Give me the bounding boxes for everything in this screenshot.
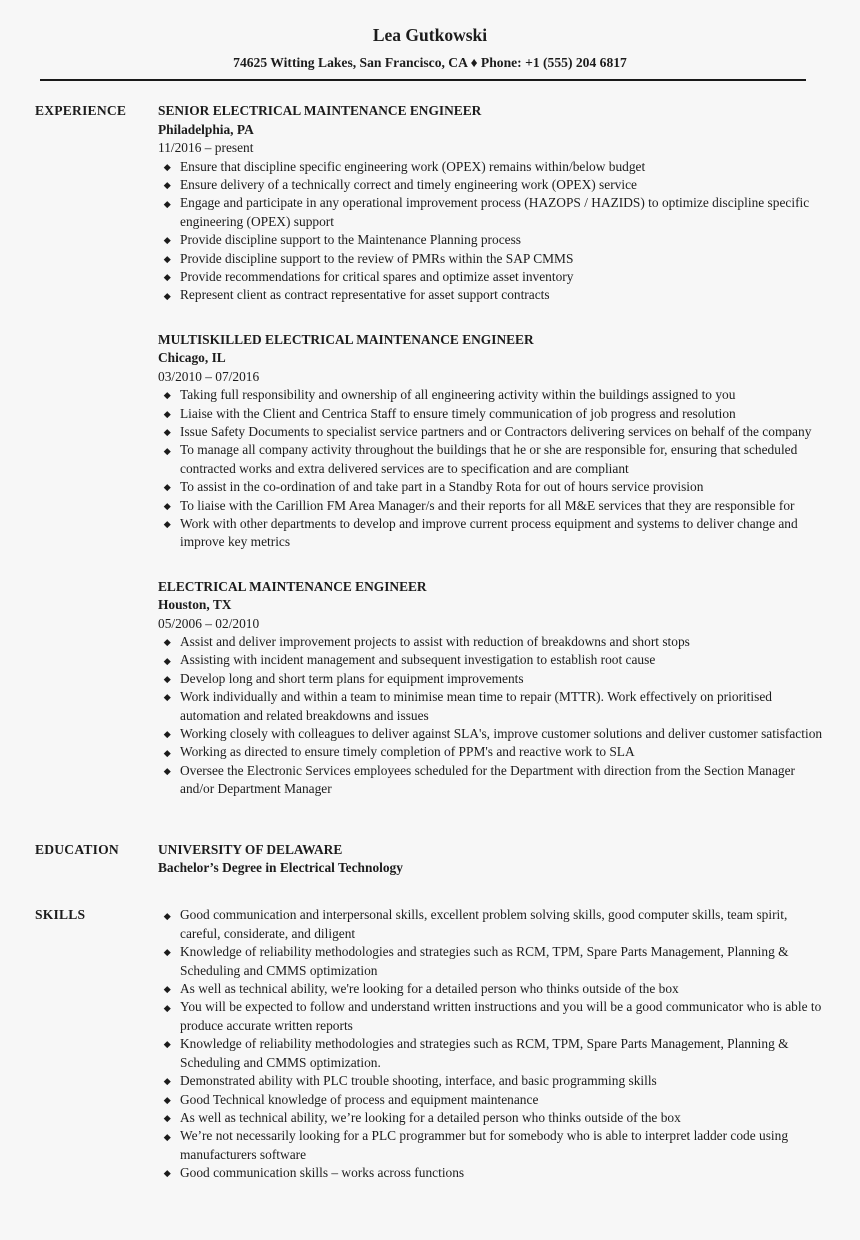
- bullet-item: Knowledge of reliability methodologies and strategies such as RCM, TPM, Spare Parts Management, Planning & Scheduling and CMMS optimization.: [158, 1035, 824, 1072]
- degree-name: Bachelor’s Degree in Electrical Technology: [158, 860, 403, 876]
- school-name: UNIVERSITY OF DELAWARE: [158, 841, 343, 857]
- section-skills: [35, 906, 824, 1182]
- bullet-item: Assist and deliver improvement projects to assist with reduction of breakdowns and short stops: [158, 633, 824, 651]
- job-location: Houston, TX: [158, 597, 232, 613]
- bullet-item: Demonstrated ability with PLC trouble shooting, interface, and basic programming skills: [158, 1072, 824, 1090]
- bullet-item: Provide discipline support to the review of PMRs within the SAP CMMS: [158, 250, 824, 268]
- bullet-item: Ensure that discipline specific engineering work (OPEX) remains within/below budget: [158, 158, 824, 176]
- job-entry: [158, 102, 824, 304]
- job-entry: [158, 578, 824, 799]
- bullet-item: Issue Safety Documents to specialist service partners and or Contractors delivering services on behalf of the company: [158, 423, 824, 441]
- person-name: Lea Gutkowski: [372, 25, 488, 45]
- bullet-item: Oversee the Electronic Services employees scheduled for the Department with direction from the Section Manager and/or Department Manager: [158, 762, 824, 799]
- bullet-item: Work individually and within a team to minimise mean time to repair (MTTR). Work effectively on prioritised automation and related breakdowns and issues: [158, 688, 824, 725]
- job-title: MULTISKILLED ELECTRICAL MAINTENANCE ENGINEER: [158, 331, 534, 347]
- job-bullets: [158, 386, 824, 552]
- job-bullets: [158, 633, 824, 799]
- section-experience: [35, 102, 824, 798]
- resume-body: [0, 81, 860, 1182]
- job-title: SENIOR ELECTRICAL MAINTENANCE ENGINEER: [158, 103, 482, 119]
- job-dates: 05/2006 – 02/2010: [158, 615, 260, 631]
- bullet-item: You will be expected to follow and understand written instructions and you will be a good communicator who is able to produce accurate written reports: [158, 998, 824, 1035]
- bullet-item: Good communication skills – works across functions: [158, 1164, 824, 1182]
- bullet-item: Provide recommendations for critical spares and optimize asset inventory: [158, 268, 824, 286]
- bullet-item: As well as technical ability, we’re looking for a detailed person who thinks outside of the box: [158, 1109, 824, 1127]
- bullet-item: To manage all company activity throughout the buildings that he or she are responsible for, ensuring that scheduled contracted works and extra delivered services are to specification and are compliant: [158, 441, 824, 478]
- bullet-item: To liaise with the Carillion FM Area Manager/s and their reports for all M&E services that they are responsible for: [158, 497, 824, 515]
- contact-line: 74625 Witting Lakes, San Francisco, CA ♦ Phone: +1 (555) 204 6817: [233, 55, 627, 70]
- bullet-item: Working closely with colleagues to deliver against SLA's, improve customer solutions and deliver customer satisfaction: [158, 725, 824, 743]
- bullet-item: Knowledge of reliability methodologies and strategies such as RCM, TPM, Spare Parts Management, Planning & Scheduling and CMMS optimization: [158, 943, 824, 980]
- resume-header: [0, 0, 860, 81]
- job-bullets: [158, 158, 824, 305]
- section-education: [35, 841, 824, 878]
- bullet-item: To assist in the co-ordination of and take part in a Standby Rota for out of hours service provision: [158, 478, 824, 496]
- experience-content: [158, 102, 824, 798]
- job-location: Philadelphia, PA: [158, 121, 254, 137]
- bullet-item: Engage and participate in any operational improvement process (HAZOPS / HAZIDS) to optimize discipline specific engineering (OPEX) support: [158, 194, 824, 231]
- bullet-item: Good communication and interpersonal skills, excellent problem solving skills, good computer skills, team spirit, careful, considerate, and diligent: [158, 906, 824, 943]
- job-title: ELECTRICAL MAINTENANCE ENGINEER: [158, 578, 427, 594]
- skills-section-label: SKILLS: [35, 907, 86, 923]
- bullet-item: Taking full responsibility and ownership of all engineering activity within the buildings assigned to you: [158, 386, 824, 404]
- experience-section-label: EXPERIENCE: [35, 103, 127, 119]
- bullet-item: As well as technical ability, we're looking for a detailed person who thinks outside of the box: [158, 980, 824, 998]
- bullet-item: We’re not necessarily looking for a PLC programmer but for somebody who is able to interpret ladder code using manufacturers software: [158, 1127, 824, 1164]
- bullet-item: Provide discipline support to the Maintenance Planning process: [158, 231, 824, 249]
- education-section-label: EDUCATION: [35, 841, 119, 857]
- bullet-item: Represent client as contract representative for asset support contracts: [158, 286, 824, 304]
- bullet-item: Working as directed to ensure timely completion of PPM's and reactive work to SLA: [158, 743, 824, 761]
- skills-content: [158, 906, 824, 1182]
- bullet-item: Ensure delivery of a technically correct and timely engineering work (OPEX) service: [158, 176, 824, 194]
- bullet-item: Liaise with the Client and Centrica Staff to ensure timely communication of job progress and resolution: [158, 405, 824, 423]
- education-content: [158, 841, 824, 878]
- job-location: Chicago, IL: [158, 350, 226, 366]
- job-dates: 03/2010 – 07/2016: [158, 368, 260, 384]
- job-dates: 11/2016 – present: [158, 140, 254, 156]
- bullet-item: Develop long and short term plans for equipment improvements: [158, 670, 824, 688]
- bullet-item: Work with other departments to develop and improve current process equipment and systems to deliver change and improve key metrics: [158, 515, 824, 552]
- skills-list: [158, 906, 824, 1182]
- job-entry: [158, 331, 824, 552]
- bullet-item: Good Technical knowledge of process and equipment maintenance: [158, 1091, 824, 1109]
- bullet-item: Assisting with incident management and subsequent investigation to establish root cause: [158, 651, 824, 669]
